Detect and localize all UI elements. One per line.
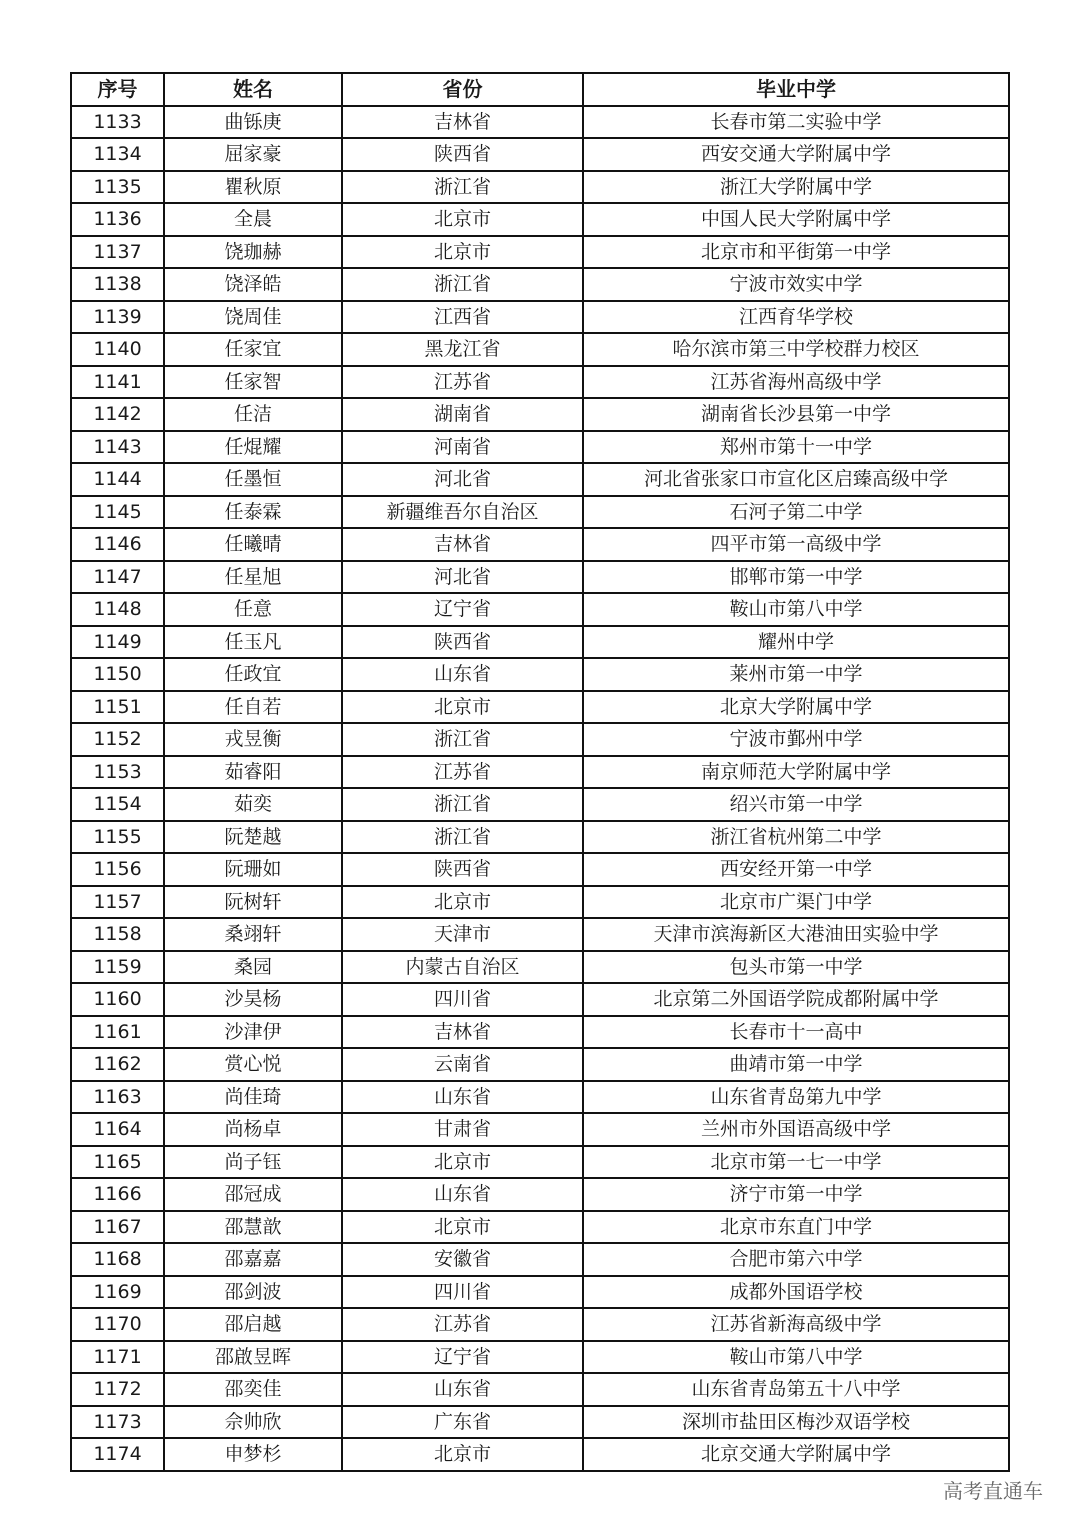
table-row [71, 1406, 1009, 1439]
cell-school: 哈尔滨市第三中学校群力校区 [583, 333, 1009, 366]
table-row [71, 301, 1009, 334]
cell-name: 屈家豪 [164, 138, 342, 171]
cell-province: 山东省 [342, 1081, 583, 1114]
cell-province: 北京市 [342, 203, 583, 236]
cell-name: 尚佳琦 [164, 1081, 342, 1114]
header-index: 序号 [71, 73, 164, 106]
table-row [71, 918, 1009, 951]
cell-province: 江西省 [342, 301, 583, 334]
cell-name: 邵慧歆 [164, 1211, 342, 1244]
cell-name: 桑翊轩 [164, 918, 342, 951]
cell-index: 1174 [71, 1438, 164, 1471]
cell-name: 阮楚越 [164, 821, 342, 854]
cell-school: 浙江省杭州第二中学 [583, 821, 1009, 854]
cell-school: 北京市东直门中学 [583, 1211, 1009, 1244]
cell-name: 茹奕 [164, 788, 342, 821]
cell-school: 山东省青岛第五十八中学 [583, 1373, 1009, 1406]
cell-province: 浙江省 [342, 268, 583, 301]
table-row [71, 138, 1009, 171]
cell-province: 江苏省 [342, 366, 583, 399]
cell-index: 1141 [71, 366, 164, 399]
table-body [71, 106, 1009, 1471]
table-row [71, 1438, 1009, 1471]
cell-index: 1151 [71, 691, 164, 724]
cell-school: 北京第二外国语学院成都附属中学 [583, 983, 1009, 1016]
cell-province: 浙江省 [342, 171, 583, 204]
cell-school: 邯郸市第一中学 [583, 561, 1009, 594]
cell-province: 北京市 [342, 1438, 583, 1471]
cell-index: 1173 [71, 1406, 164, 1439]
cell-school: 南京师范大学附属中学 [583, 756, 1009, 789]
cell-school: 包头市第一中学 [583, 951, 1009, 984]
cell-province: 吉林省 [342, 1016, 583, 1049]
cell-province: 四川省 [342, 1276, 583, 1309]
cell-province: 吉林省 [342, 106, 583, 139]
table-row [71, 528, 1009, 561]
cell-name: 尚子钰 [164, 1146, 342, 1179]
cell-province: 北京市 [342, 886, 583, 919]
cell-index: 1153 [71, 756, 164, 789]
cell-province: 四川省 [342, 983, 583, 1016]
header-province: 省份 [342, 73, 583, 106]
cell-index: 1152 [71, 723, 164, 756]
cell-index: 1170 [71, 1308, 164, 1341]
cell-name: 饶周佳 [164, 301, 342, 334]
cell-name: 任玉凡 [164, 626, 342, 659]
cell-school: 绍兴市第一中学 [583, 788, 1009, 821]
table-row [71, 1373, 1009, 1406]
cell-school: 长春市十一高中 [583, 1016, 1009, 1049]
table-row [71, 333, 1009, 366]
cell-index: 1133 [71, 106, 164, 139]
table-row [71, 431, 1009, 464]
cell-province: 辽宁省 [342, 593, 583, 626]
cell-index: 1165 [71, 1146, 164, 1179]
cell-index: 1157 [71, 886, 164, 919]
cell-index: 1162 [71, 1048, 164, 1081]
cell-name: 佘帅欣 [164, 1406, 342, 1439]
table-row [71, 1276, 1009, 1309]
table-header-row [71, 73, 1009, 106]
cell-index: 1161 [71, 1016, 164, 1049]
cell-name: 邵嘉嘉 [164, 1243, 342, 1276]
table-row [71, 1341, 1009, 1374]
cell-index: 1156 [71, 853, 164, 886]
table-row [71, 983, 1009, 1016]
cell-name: 申梦杉 [164, 1438, 342, 1471]
cell-index: 1134 [71, 138, 164, 171]
cell-index: 1163 [71, 1081, 164, 1114]
cell-school: 曲靖市第一中学 [583, 1048, 1009, 1081]
cell-name: 任曦晴 [164, 528, 342, 561]
cell-school: 浙江大学附属中学 [583, 171, 1009, 204]
table-row [71, 658, 1009, 691]
cell-school: 深圳市盐田区梅沙双语学校 [583, 1406, 1009, 1439]
cell-name: 沙昊杨 [164, 983, 342, 1016]
cell-name: 邵奕佳 [164, 1373, 342, 1406]
table-row [71, 788, 1009, 821]
cell-index: 1142 [71, 398, 164, 431]
cell-index: 1146 [71, 528, 164, 561]
cell-school: 江苏省海州高级中学 [583, 366, 1009, 399]
table-row [71, 1081, 1009, 1114]
cell-province: 广东省 [342, 1406, 583, 1439]
cell-index: 1155 [71, 821, 164, 854]
cell-index: 1154 [71, 788, 164, 821]
table-row [71, 1178, 1009, 1211]
table-row [71, 886, 1009, 919]
table-row [71, 951, 1009, 984]
cell-name: 尚杨卓 [164, 1113, 342, 1146]
cell-name: 邵启越 [164, 1308, 342, 1341]
cell-index: 1138 [71, 268, 164, 301]
cell-name: 曲铄庚 [164, 106, 342, 139]
cell-province: 新疆维吾尔自治区 [342, 496, 583, 529]
cell-province: 江苏省 [342, 756, 583, 789]
cell-province: 湖南省 [342, 398, 583, 431]
table-row [71, 853, 1009, 886]
cell-school: 北京大学附属中学 [583, 691, 1009, 724]
table-row [71, 203, 1009, 236]
cell-name: 任意 [164, 593, 342, 626]
cell-index: 1144 [71, 463, 164, 496]
cell-school: 合肥市第六中学 [583, 1243, 1009, 1276]
cell-index: 1159 [71, 951, 164, 984]
cell-index: 1139 [71, 301, 164, 334]
cell-province: 内蒙古自治区 [342, 951, 583, 984]
cell-province: 河北省 [342, 561, 583, 594]
cell-school: 天津市滨海新区大港油田实验中学 [583, 918, 1009, 951]
table-row [71, 723, 1009, 756]
cell-name: 任自若 [164, 691, 342, 724]
cell-province: 北京市 [342, 1146, 583, 1179]
cell-school: 湖南省长沙县第一中学 [583, 398, 1009, 431]
cell-school: 北京市第一七一中学 [583, 1146, 1009, 1179]
cell-school: 郑州市第十一中学 [583, 431, 1009, 464]
cell-province: 山东省 [342, 1373, 583, 1406]
cell-province: 辽宁省 [342, 1341, 583, 1374]
cell-province: 陕西省 [342, 853, 583, 886]
cell-province: 陕西省 [342, 138, 583, 171]
cell-name: 饶珈赫 [164, 236, 342, 269]
cell-name: 任墨恒 [164, 463, 342, 496]
table-row [71, 236, 1009, 269]
cell-name: 任洁 [164, 398, 342, 431]
table-row [71, 398, 1009, 431]
cell-name: 全晨 [164, 203, 342, 236]
cell-index: 1164 [71, 1113, 164, 1146]
header-name: 姓名 [164, 73, 342, 106]
cell-school: 北京市和平街第一中学 [583, 236, 1009, 269]
cell-province: 北京市 [342, 236, 583, 269]
cell-index: 1158 [71, 918, 164, 951]
cell-province: 浙江省 [342, 821, 583, 854]
table-row [71, 1211, 1009, 1244]
student-list-table [70, 72, 1010, 1472]
cell-school: 鞍山市第八中学 [583, 1341, 1009, 1374]
cell-name: 茹睿阳 [164, 756, 342, 789]
cell-school: 西安交通大学附属中学 [583, 138, 1009, 171]
table-row [71, 1113, 1009, 1146]
cell-school: 兰州市外国语高级中学 [583, 1113, 1009, 1146]
cell-index: 1137 [71, 236, 164, 269]
cell-school: 宁波市效实中学 [583, 268, 1009, 301]
cell-name: 阮珊如 [164, 853, 342, 886]
cell-index: 1145 [71, 496, 164, 529]
cell-name: 任星旭 [164, 561, 342, 594]
cell-school: 河北省张家口市宣化区启臻高级中学 [583, 463, 1009, 496]
cell-school: 耀州中学 [583, 626, 1009, 659]
cell-province: 浙江省 [342, 788, 583, 821]
cell-province: 甘肃省 [342, 1113, 583, 1146]
cell-school: 北京交通大学附属中学 [583, 1438, 1009, 1471]
cell-school: 江苏省新海高级中学 [583, 1308, 1009, 1341]
cell-name: 邵剑波 [164, 1276, 342, 1309]
table-row [71, 756, 1009, 789]
cell-index: 1168 [71, 1243, 164, 1276]
cell-province: 北京市 [342, 1211, 583, 1244]
table-row [71, 1308, 1009, 1341]
cell-school: 成都外国语学校 [583, 1276, 1009, 1309]
cell-school: 莱州市第一中学 [583, 658, 1009, 691]
cell-school: 北京市广渠门中学 [583, 886, 1009, 919]
watermark: 高考直通车 [943, 1479, 1043, 1503]
cell-name: 桑园 [164, 951, 342, 984]
cell-province: 浙江省 [342, 723, 583, 756]
cell-province: 黑龙江省 [342, 333, 583, 366]
cell-name: 瞿秋原 [164, 171, 342, 204]
cell-index: 1167 [71, 1211, 164, 1244]
cell-name: 沙津伊 [164, 1016, 342, 1049]
cell-name: 赏心悦 [164, 1048, 342, 1081]
cell-school: 济宁市第一中学 [583, 1178, 1009, 1211]
cell-name: 任泰霖 [164, 496, 342, 529]
table-row [71, 1243, 1009, 1276]
cell-index: 1160 [71, 983, 164, 1016]
cell-province: 河北省 [342, 463, 583, 496]
table-row [71, 593, 1009, 626]
cell-province: 河南省 [342, 431, 583, 464]
cell-name: 阮树轩 [164, 886, 342, 919]
table-row [71, 463, 1009, 496]
table-row [71, 366, 1009, 399]
cell-school: 山东省青岛第九中学 [583, 1081, 1009, 1114]
cell-province: 吉林省 [342, 528, 583, 561]
cell-school: 宁波市鄞州中学 [583, 723, 1009, 756]
header-school: 毕业中学 [583, 73, 1009, 106]
cell-province: 山东省 [342, 1178, 583, 1211]
cell-province: 北京市 [342, 691, 583, 724]
cell-province: 山东省 [342, 658, 583, 691]
cell-name: 戎昱衡 [164, 723, 342, 756]
cell-school: 中国人民大学附属中学 [583, 203, 1009, 236]
table-row [71, 171, 1009, 204]
cell-index: 1171 [71, 1341, 164, 1374]
cell-province: 江苏省 [342, 1308, 583, 1341]
cell-name: 邵啟昱晖 [164, 1341, 342, 1374]
cell-name: 任家智 [164, 366, 342, 399]
table-row [71, 1048, 1009, 1081]
cell-index: 1136 [71, 203, 164, 236]
cell-index: 1166 [71, 1178, 164, 1211]
table-row [71, 268, 1009, 301]
cell-name: 邵冠成 [164, 1178, 342, 1211]
cell-name: 任焜耀 [164, 431, 342, 464]
cell-index: 1143 [71, 431, 164, 464]
cell-school: 西安经开第一中学 [583, 853, 1009, 886]
cell-school: 江西育华学校 [583, 301, 1009, 334]
cell-name: 饶泽皓 [164, 268, 342, 301]
cell-province: 天津市 [342, 918, 583, 951]
table-row [71, 626, 1009, 659]
table-row [71, 106, 1009, 139]
cell-name: 任家宜 [164, 333, 342, 366]
table-row [71, 691, 1009, 724]
cell-school: 长春市第二实验中学 [583, 106, 1009, 139]
table-row [71, 1016, 1009, 1049]
table-row [71, 561, 1009, 594]
cell-province: 云南省 [342, 1048, 583, 1081]
cell-index: 1140 [71, 333, 164, 366]
cell-school: 鞍山市第八中学 [583, 593, 1009, 626]
table-row [71, 821, 1009, 854]
cell-index: 1135 [71, 171, 164, 204]
cell-name: 任政宜 [164, 658, 342, 691]
table-row [71, 1146, 1009, 1179]
cell-school: 四平市第一高级中学 [583, 528, 1009, 561]
cell-index: 1169 [71, 1276, 164, 1309]
cell-index: 1147 [71, 561, 164, 594]
cell-index: 1150 [71, 658, 164, 691]
cell-index: 1172 [71, 1373, 164, 1406]
cell-province: 安徽省 [342, 1243, 583, 1276]
cell-index: 1149 [71, 626, 164, 659]
cell-province: 陕西省 [342, 626, 583, 659]
cell-index: 1148 [71, 593, 164, 626]
table-row [71, 496, 1009, 529]
cell-school: 石河子第二中学 [583, 496, 1009, 529]
